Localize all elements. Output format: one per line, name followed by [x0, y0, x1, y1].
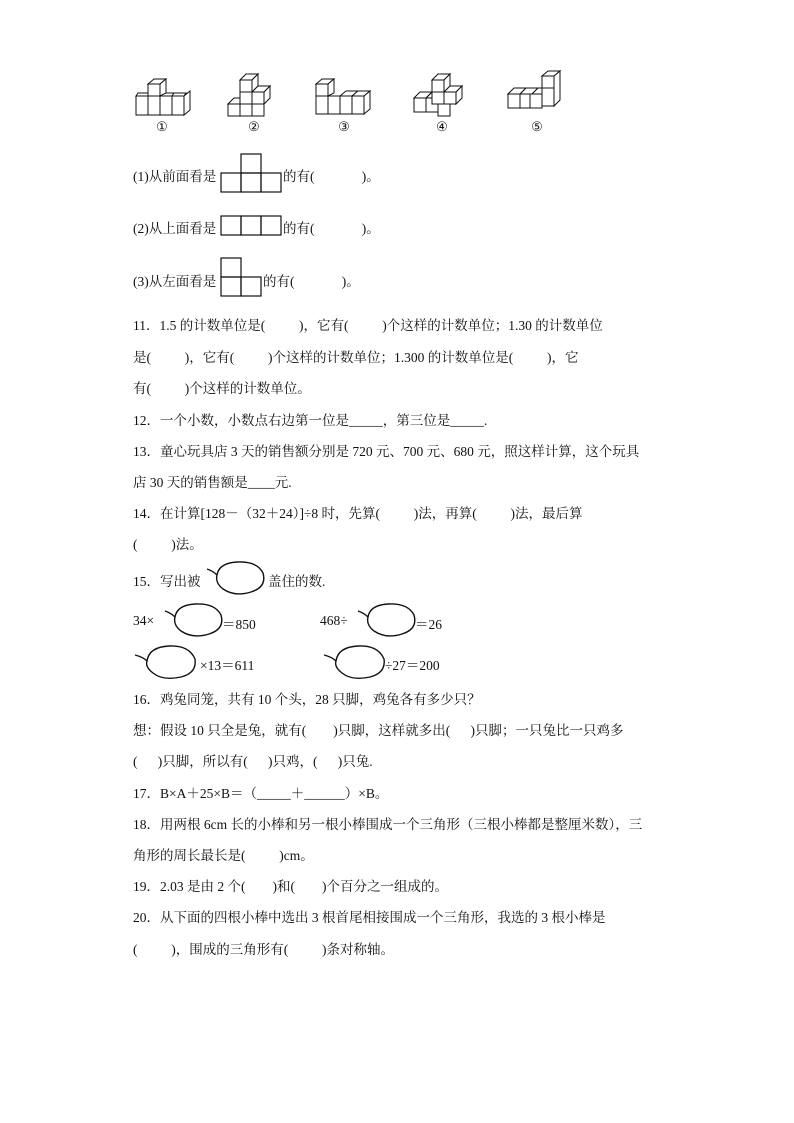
view-top-end: )。	[361, 221, 380, 236]
view-top-suffix: 的有(	[283, 221, 315, 236]
q16-line-1: 16．鸡兔同笼，共有 10 个头，28 只脚，鸡兔各有多少只？	[133, 692, 481, 707]
view-question-top-tail	[283, 217, 380, 237]
view-question-top	[133, 217, 216, 237]
figure-label-1: ①	[156, 119, 168, 134]
q15-eq3-right: ×13＝611	[200, 658, 255, 673]
q15-suffix: 盖住的数.	[268, 574, 326, 589]
q15-eq1-right: ＝850	[222, 617, 256, 632]
figure-label-4: ④	[436, 119, 448, 134]
leaf-icon[interactable]	[322, 641, 388, 681]
q16-line-3: ( )只脚，所以有( )只鸡，( )只兔.	[133, 754, 373, 769]
figure-label-3: ③	[338, 119, 350, 134]
view-front-end: )。	[361, 169, 380, 184]
view-left-end: )。	[341, 274, 360, 289]
q13-line-2: 店 30 天的销售额是____元.	[133, 475, 292, 490]
q14-line-2: ( )法。	[133, 537, 203, 552]
view-question-front-tail	[283, 165, 380, 185]
figure-label-5: ⑤	[531, 119, 543, 134]
q15-eq1-left: 34×	[133, 613, 155, 628]
view-top-prefix: (2)从上面看是	[133, 221, 217, 236]
leaf-icon[interactable]	[356, 601, 418, 639]
leaf-icon	[205, 559, 267, 597]
q16-line-2: 想：假设 10 只全是兔，就有( )只脚，这样就多出( )只脚；一只兔比一只鸡多	[133, 723, 624, 738]
cube-figure-4	[414, 72, 472, 118]
view-top-blank[interactable]	[315, 221, 362, 236]
q15-eq2-left: 468÷	[320, 613, 348, 628]
cube-figure-1	[132, 76, 194, 118]
q15-eq2-right: ＝26	[415, 617, 442, 632]
q15-eq4-right: ÷27＝200	[385, 658, 440, 673]
cube-figure-2	[228, 72, 278, 118]
view-left-suffix: 的有(	[263, 274, 295, 289]
view-front-blank[interactable]	[315, 169, 362, 184]
view-front-prefix: (1)从前面看是	[133, 169, 217, 184]
cube-figure-5	[508, 70, 568, 118]
q20-line-2: ( )，围成的三角形有( )条对称轴。	[133, 942, 394, 957]
view-question-left-tail	[263, 270, 360, 290]
view-left-blank[interactable]	[295, 274, 342, 289]
front-view-grid	[220, 153, 282, 193]
top-view-grid	[220, 215, 282, 237]
left-view-grid	[220, 257, 262, 297]
view-left-prefix: (3)从左面看是	[133, 274, 217, 289]
q13-line-1: 13．童心玩具店 3 天的销售额分别是 720 元、700 元、680 元，照这样计算，这个玩具	[133, 444, 640, 459]
q12: 12．一个小数，小数点右边第一位是_____，第三位是_____.	[133, 413, 488, 428]
cube-figure-3	[316, 76, 374, 118]
q20-line-1: 20．从下面的四根小棒中选出 3 根首尾相接围成一个三角形，我选的 3 根小棒是	[133, 910, 606, 925]
q14-line-1: 14．在计算[128－（32＋24）]÷8 时，先算( )法，再算( )法，最后算	[133, 506, 583, 521]
leaf-icon[interactable]	[163, 601, 225, 639]
q17: 17．B×A＋25×B＝（_____＋______）×B。	[133, 786, 389, 801]
figure-label-2: ②	[248, 119, 260, 134]
q11-line-3: 有( )个这样的计数单位。	[133, 381, 311, 396]
view-question-left	[133, 270, 216, 290]
q11-line-1: 11．1.5 的计数单位是( )，它有( )个这样的计数单位；1.30 的计数单位	[133, 318, 603, 333]
view-front-suffix: 的有(	[283, 169, 315, 184]
q11-line-2: 是( )，它有( )个这样的计数单位；1.300 的计数单位是( )，它	[133, 350, 579, 365]
q18-line-1: 18．用两根 6cm 长的小棒和另一根小棒围成一个三角形（三根小棒都是整厘米数），三	[133, 817, 643, 832]
view-question-front	[133, 165, 216, 185]
q15-prefix: 15．写出被	[133, 574, 201, 589]
q18-line-2: 角形的周长最长是( )cm。	[133, 848, 314, 863]
leaf-icon[interactable]	[133, 641, 199, 681]
q19: 19．2.03 是由 2 个( )和( )个百分之一组成的。	[133, 879, 448, 894]
